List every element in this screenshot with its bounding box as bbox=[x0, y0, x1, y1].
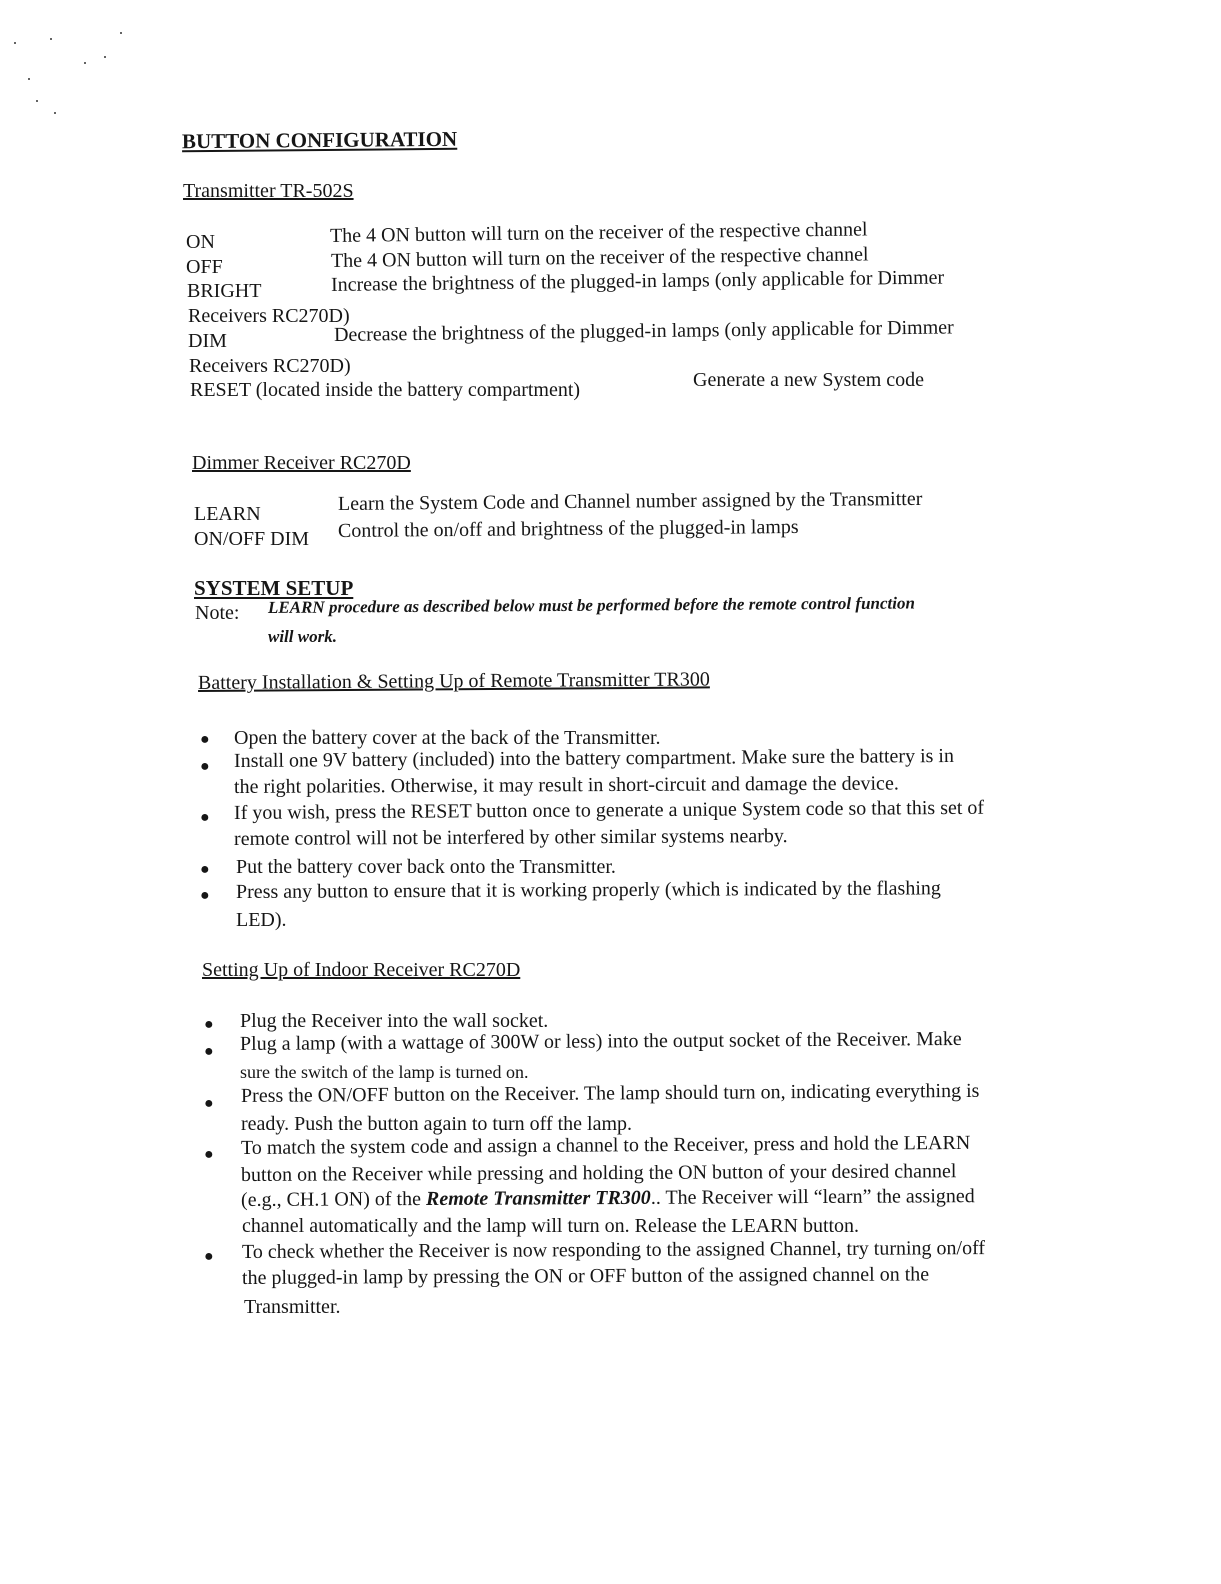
battery-bullet-1: Open the battery cover at the back of the Transmitter. bbox=[234, 727, 661, 749]
row-key-off: OFF bbox=[186, 256, 223, 278]
row-desc-onoffdim: Control the on/off and brightness of the plugged-in lamps bbox=[337, 515, 799, 542]
note-line-2: will work. bbox=[268, 627, 337, 646]
row-key-bright: BRIGHT bbox=[187, 280, 262, 302]
row-desc-off: The 4 ON button will turn on the receiver of the respective channel bbox=[330, 243, 869, 272]
row-key-dim: DIM bbox=[188, 330, 227, 352]
bullet-icon: ● bbox=[200, 861, 210, 878]
scan-speck bbox=[84, 62, 86, 64]
button-configuration-heading: BUTTON CONFIGURATION bbox=[181, 126, 458, 154]
bullet-icon: ● bbox=[204, 1043, 214, 1060]
receiver-bullet-2-line-2: sure the switch of the lamp is turned on. bbox=[240, 1062, 529, 1082]
note-line-1: LEARN procedure as described below must be performed before the remote control function bbox=[267, 593, 915, 617]
scan-speck bbox=[50, 38, 52, 40]
battery-bullet-5-line-2: LED). bbox=[236, 909, 287, 931]
row-desc-dim: Decrease the brightness of the plugged-in lamps (only applicable for Dimmer bbox=[333, 316, 954, 346]
mixed-pre: (e.g., CH.1 ON) of the bbox=[240, 1188, 427, 1211]
row-key-on: ON bbox=[186, 231, 215, 253]
bullet-icon: ● bbox=[204, 1248, 214, 1265]
receiver-bullet-5-line-1: To check whether the Receiver is now responding to the assigned Channel, try turning on/off bbox=[241, 1237, 986, 1263]
battery-bullet-3-line-1: If you wish, press the RESET button once to generate a unique System code so that this set of bbox=[233, 796, 985, 824]
row-cont-dim: Receivers RC270D) bbox=[189, 355, 351, 377]
dimmer-title: Dimmer Receiver RC270D bbox=[192, 452, 411, 474]
bullet-icon: ● bbox=[200, 887, 210, 904]
battery-bullet-3-line-2: remote control will not be interfered by other similar systems nearby. bbox=[233, 825, 788, 850]
receiver-bullet-4-line-1: To match the system code and assign a channel to the Receiver, press and hold the LEARN bbox=[240, 1131, 971, 1159]
row-key-learn: LEARN bbox=[194, 503, 261, 525]
scan-speck bbox=[120, 32, 122, 34]
battery-bullet-2-line-2: the right polarities. Otherwise, it may result in short-circuit and damage the device. bbox=[233, 772, 899, 798]
scan-speck bbox=[104, 56, 106, 58]
transmitter-title: Transmitter TR-502S bbox=[183, 180, 354, 202]
row-desc-bright: Increase the brightness of the plugged-in lamps (only applicable for Dimmer bbox=[330, 266, 945, 296]
row-key-reset: RESET (located inside the battery compartment) bbox=[190, 379, 581, 401]
bullet-icon: ● bbox=[204, 1095, 214, 1112]
battery-title: Battery Installation & Setting Up of Remote Transmitter TR300 bbox=[197, 668, 710, 694]
scan-speck bbox=[36, 100, 38, 102]
scan-speck bbox=[28, 78, 30, 80]
receiver-bullet-5-line-3: Transmitter. bbox=[244, 1296, 341, 1318]
battery-bullet-4: Put the battery cover back onto the Transmitter. bbox=[236, 856, 616, 878]
receiver-title: Setting Up of Indoor Receiver RC270D bbox=[202, 959, 521, 981]
remote-transmitter-emphasis: Remote Transmitter TR300 bbox=[425, 1186, 651, 1211]
row-cont-bright: Receivers RC270D) bbox=[188, 305, 350, 327]
scan-speck bbox=[54, 112, 56, 114]
scan-speck bbox=[14, 42, 16, 44]
receiver-bullet-1: Plug the Receiver into the wall socket. bbox=[240, 1010, 549, 1032]
receiver-bullet-4-line-4: channel automatically and the lamp will turn on. Release the LEARN button. bbox=[242, 1215, 860, 1237]
bullet-icon: ● bbox=[204, 1146, 214, 1163]
receiver-bullet-2-line-1: Plug a lamp (with a wattage of 300W or less) into the output socket of the Receiver. Make bbox=[239, 1027, 962, 1055]
bullet-icon: ● bbox=[200, 731, 210, 748]
receiver-bullet-3-line-2: ready. Push the button again to turn off the lamp. bbox=[241, 1113, 633, 1135]
bullet-icon: ● bbox=[204, 1016, 214, 1033]
note-label: Note: bbox=[195, 602, 240, 624]
bullet-icon: ● bbox=[200, 758, 210, 775]
receiver-bullet-4-line-3 bbox=[241, 1185, 975, 1212]
row-desc-learn: Learn the System Code and Channel number assigned by the Transmitter bbox=[337, 487, 923, 515]
receiver-bullet-3-line-1: Press the ON/OFF button on the Receiver. The lamp should turn on, indicating everything is bbox=[240, 1079, 980, 1107]
bullet-icon: ● bbox=[200, 809, 210, 826]
system-setup-heading: SYSTEM SETUP bbox=[194, 576, 354, 600]
battery-bullet-2-line-1: Install one 9V battery (included) into the battery compartment. Make sure the battery is in bbox=[233, 744, 955, 772]
row-desc-reset: Generate a new System code bbox=[693, 369, 925, 391]
battery-bullet-5-line-1: Press any button to ensure that it is working properly (which is indicated by the flashing bbox=[235, 877, 941, 903]
row-desc-on: The 4 ON button will turn on the receiver of the respective channel bbox=[329, 218, 868, 247]
row-key-onoffdim: ON/OFF DIM bbox=[194, 528, 310, 550]
receiver-bullet-4-line-2: button on the Receiver while pressing and holding the ON button of your desired channel bbox=[240, 1160, 957, 1186]
receiver-bullet-5-line-2: the plugged-in lamp by pressing the ON or OFF button of the assigned channel on the bbox=[241, 1263, 930, 1289]
mixed-post: .. The Receiver will “learn” the assigned bbox=[650, 1185, 975, 1209]
